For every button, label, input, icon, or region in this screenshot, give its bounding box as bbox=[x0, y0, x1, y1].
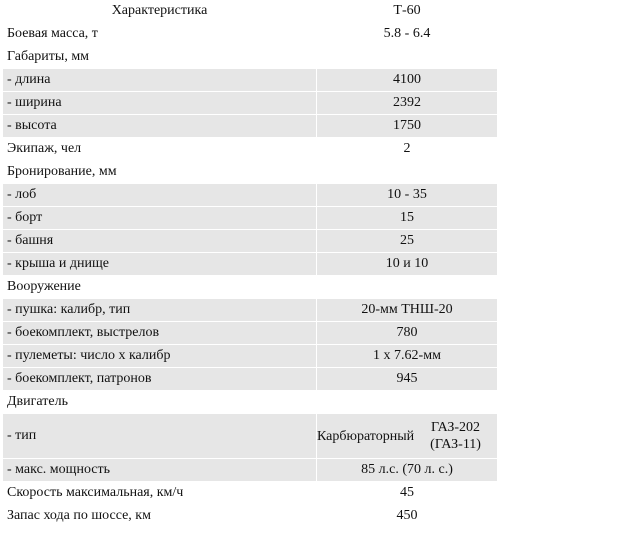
table-row bbox=[3, 115, 497, 137]
row-value-multiline bbox=[317, 414, 497, 458]
row-value bbox=[317, 46, 497, 68]
table-section-row bbox=[3, 161, 497, 183]
row-value bbox=[317, 276, 497, 298]
row-value: 450 bbox=[396, 508, 418, 523]
row-label: - пушка: калибр, тип bbox=[3, 299, 316, 321]
row-value: 20-мм ТНШ-20 bbox=[317, 299, 497, 321]
row-label: - ширина bbox=[3, 92, 316, 114]
table-row bbox=[3, 138, 497, 160]
row-value: 4100 bbox=[317, 69, 497, 91]
table-row bbox=[3, 459, 497, 481]
row-label: Экипаж, чел bbox=[7, 141, 82, 156]
row-label: - высота bbox=[3, 115, 316, 137]
table-section-row bbox=[3, 46, 497, 68]
row-label: - макс. мощность bbox=[3, 459, 316, 481]
row-value: 1750 bbox=[317, 115, 497, 137]
table-section-row bbox=[3, 391, 497, 413]
row-label: - тип bbox=[3, 414, 316, 458]
header-characteristic: Характеристика bbox=[111, 3, 208, 18]
table-row bbox=[3, 92, 497, 114]
row-label: - пулеметы: число х калибр bbox=[3, 345, 316, 367]
table-row bbox=[3, 482, 497, 504]
row-label: - крыша и днище bbox=[3, 253, 316, 275]
row-value: 945 bbox=[317, 368, 497, 390]
row-value: 15 bbox=[317, 207, 497, 229]
table-row bbox=[3, 299, 497, 321]
table-row bbox=[3, 23, 497, 45]
table-row bbox=[3, 184, 497, 206]
table-row bbox=[3, 253, 497, 275]
tank-specs-table bbox=[3, 0, 497, 528]
table-row bbox=[3, 414, 497, 458]
row-value: 5.8 - 6.4 bbox=[383, 26, 431, 41]
row-value: 10 - 35 bbox=[317, 184, 497, 206]
row-label: Скорость максимальная, км/ч bbox=[7, 485, 184, 500]
row-value: 2392 bbox=[317, 92, 497, 114]
table-row bbox=[3, 322, 497, 344]
row-label: Вооружение bbox=[7, 279, 81, 294]
row-value: 2 bbox=[403, 141, 411, 156]
table-row bbox=[3, 69, 497, 91]
table-row bbox=[3, 368, 497, 390]
table-section-row bbox=[3, 276, 497, 298]
row-label: Двигатель bbox=[7, 394, 68, 409]
row-label: - длина bbox=[3, 69, 316, 91]
row-label: Габариты, мм bbox=[7, 49, 90, 64]
row-label: - борт bbox=[3, 207, 316, 229]
table-row bbox=[3, 230, 497, 252]
row-value: 45 bbox=[400, 485, 414, 500]
table-header-row bbox=[3, 0, 497, 22]
row-label: Бронирование, мм bbox=[7, 164, 117, 179]
row-value bbox=[317, 161, 497, 183]
row-label: Запас хода по шоссе, км bbox=[7, 508, 151, 523]
row-label: - башня bbox=[3, 230, 316, 252]
row-label: - боекомплект, патронов bbox=[3, 368, 316, 390]
row-label: - лоб bbox=[3, 184, 316, 206]
row-value: 10 и 10 bbox=[317, 253, 497, 275]
header-model: Т-60 bbox=[393, 3, 421, 18]
table-row bbox=[3, 505, 497, 527]
row-value-line: Карбюраторный bbox=[317, 428, 415, 444]
table-row bbox=[3, 207, 497, 229]
row-value-line: ГАЗ-202 (ГАЗ-11) bbox=[430, 420, 481, 452]
table-row bbox=[3, 345, 497, 367]
row-label: Боевая масса, т bbox=[7, 26, 98, 41]
row-label: - боекомплект, выстрелов bbox=[3, 322, 316, 344]
row-value bbox=[317, 391, 497, 413]
row-value: 25 bbox=[317, 230, 497, 252]
row-value: 1 х 7.62-мм bbox=[317, 345, 497, 367]
row-value: 780 bbox=[317, 322, 497, 344]
row-value: 85 л.с. (70 л. с.) bbox=[317, 459, 497, 481]
